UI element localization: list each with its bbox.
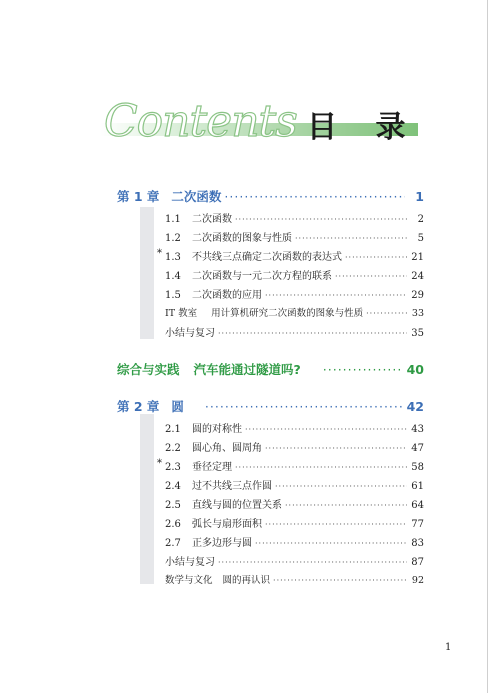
optional-star-mark: * [157, 248, 162, 259]
section-title: 弧长与扇形面积 [192, 519, 262, 530]
section-page: 87 [411, 557, 424, 568]
section-title: 过不共线三点作圆 [192, 481, 272, 492]
leader-dots [323, 362, 403, 377]
chapter-1-number: 第 1 章 [117, 189, 160, 204]
leader-dots [345, 253, 407, 262]
section-title: 直线与圆的位置关系 [192, 500, 282, 511]
chapter-2-entry[interactable] [117, 397, 424, 415]
section-title: 圆的再认识 [222, 575, 271, 586]
toc-item-summary-1[interactable] [165, 324, 424, 339]
section-page: 21 [411, 252, 424, 263]
section-page: 29 [411, 290, 424, 301]
chapter-1-title: 二次函数 [171, 189, 222, 204]
chapter-2-title: 圆 [171, 399, 184, 414]
leader-dots [285, 501, 407, 510]
section-page: 43 [411, 424, 424, 435]
section-title: 用计算机研究二次函数的图象与性质 [211, 308, 364, 319]
toc-item-1-3[interactable] [157, 248, 424, 263]
section-number: 2.4 [165, 481, 181, 492]
section-page: 92 [411, 575, 424, 586]
section-page: 61 [411, 481, 424, 492]
section-title: 圆的对称性 [192, 424, 242, 435]
chapter-1-entry[interactable] [117, 187, 424, 205]
practice-title: 汽车能通过隧道吗? [193, 362, 301, 377]
leader-dots [218, 329, 407, 338]
section-title: 正多边形与圆 [192, 538, 252, 549]
section-page: 24 [411, 271, 424, 282]
section-page: 2 [417, 214, 424, 225]
leader-dots [265, 291, 407, 300]
toc-item-2-7[interactable] [165, 534, 424, 549]
toc-item-1-5[interactable] [165, 286, 424, 301]
leader-dots [273, 576, 407, 585]
leader-dots [218, 558, 407, 567]
section-title: 小结与复习 [165, 557, 215, 568]
section-page: 83 [411, 538, 424, 549]
section-number: 2.1 [165, 424, 181, 435]
section-number: 2.5 [165, 500, 181, 511]
section-title: 二次函数的图象与性质 [192, 233, 292, 244]
chapter-2-number: 第 2 章 [117, 399, 160, 414]
optional-star-mark: * [157, 458, 162, 469]
toc-item-summary-2[interactable] [165, 553, 424, 568]
section-label: 数学与文化 [165, 575, 213, 586]
leader-dots [224, 189, 405, 204]
contents-decorative-word: Contents [104, 96, 297, 147]
section-title: 垂径定理 [192, 462, 232, 473]
page-title: 目 录 [307, 110, 420, 145]
section-label: IT 教室 [165, 308, 198, 319]
chapter-2-page: 42 [406, 399, 424, 414]
leader-dots [265, 444, 407, 453]
section-title: 不共线三点确定二次函数的表达式 [192, 252, 342, 263]
section-title: 二次函数与一元二次方程的联系 [192, 271, 332, 282]
toc-item-2-3[interactable] [157, 458, 424, 473]
section-title: 二次函数 [192, 214, 232, 225]
toc-item-2-1[interactable] [165, 420, 424, 435]
section-title: 二次函数的应用 [192, 290, 262, 301]
toc-item-2-6[interactable] [165, 515, 424, 530]
toc-item-2-5[interactable] [165, 496, 424, 511]
leader-dots [235, 463, 407, 472]
toc-item-2-4[interactable] [165, 477, 424, 492]
leader-dots [366, 309, 407, 318]
section-number: 1.1 [165, 214, 181, 225]
section-number: 1.4 [165, 271, 181, 282]
practice-page: 40 [406, 362, 424, 377]
leader-dots [255, 539, 407, 548]
section-number: 2.6 [165, 519, 181, 530]
page-number: 1 [445, 642, 452, 653]
section-number: 2.3 [165, 462, 181, 473]
leader-dots [335, 272, 407, 281]
toc-item-math-culture[interactable] [165, 572, 424, 586]
section-page: 58 [411, 462, 424, 473]
toc-item-1-4[interactable] [165, 267, 424, 282]
section-page: 47 [411, 443, 424, 454]
chapter-1-page: 1 [415, 189, 424, 204]
practice-entry[interactable] [117, 360, 424, 378]
toc-item-it-classroom[interactable] [165, 305, 424, 319]
leader-dots [265, 520, 407, 529]
toc-item-1-2[interactable] [165, 229, 424, 244]
section-title: 圆心角、圆周角 [192, 443, 262, 454]
section-number: 1.5 [165, 290, 181, 301]
leader-dots [205, 399, 404, 414]
leader-dots [245, 425, 407, 434]
leader-dots [295, 234, 407, 243]
section-page: 77 [411, 519, 424, 530]
practice-label: 综合与实践 [117, 362, 180, 377]
section-title: 小结与复习 [165, 328, 215, 339]
section-page: 35 [411, 328, 424, 339]
leader-dots [275, 482, 407, 491]
section-number: 2.2 [165, 443, 181, 454]
section-page: 33 [411, 308, 424, 319]
section-number: 2.7 [165, 538, 181, 549]
toc-item-2-2[interactable] [165, 439, 424, 454]
section-number: 1.3 [165, 252, 181, 263]
toc-item-1-1[interactable] [165, 210, 424, 225]
leader-dots [235, 215, 407, 224]
section-page: 5 [417, 233, 424, 244]
section-page: 64 [411, 500, 424, 511]
section-number: 1.2 [165, 233, 181, 244]
